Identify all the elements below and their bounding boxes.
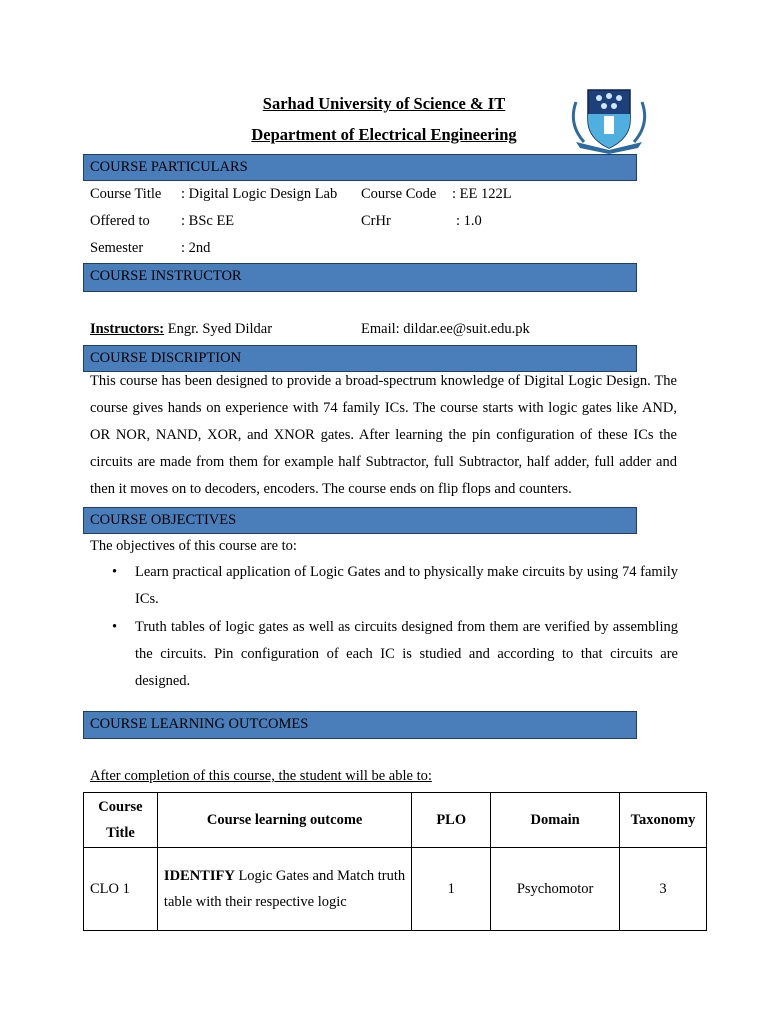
department-title: Department of Electrical Engineering <box>251 125 517 144</box>
plo-cell: 1 <box>412 848 491 931</box>
objective-item <box>90 614 678 695</box>
taxonomy-cell: 3 <box>620 848 707 931</box>
column-header: Domain <box>491 793 620 848</box>
instructor-name: Engr. Syed Dildar <box>164 321 273 337</box>
column-header: Course Title <box>84 793 158 848</box>
table-row <box>84 848 707 931</box>
course-description-heading: COURSE DISCRIPTION <box>83 345 637 372</box>
instructor-email: Email: dildar.ee@suit.edu.pk <box>361 321 530 337</box>
course-code-label: Course Code <box>361 186 437 202</box>
outcomes-intro: After completion of this course, the student will be able to: <box>90 768 432 784</box>
semester-value: : 2nd <box>181 240 211 256</box>
course-instructor-heading: COURSE INSTRUCTOR <box>83 263 637 292</box>
column-header: Taxonomy <box>620 793 707 848</box>
university-title: Sarhad University of Science & IT <box>262 94 506 113</box>
column-header: Course learning outcome <box>157 793 411 848</box>
semester-label: Semester <box>90 240 144 256</box>
university-emblem-icon <box>566 84 652 154</box>
course-code-value: : EE 122L <box>452 186 512 202</box>
offered-to-label: Offered to <box>90 213 150 229</box>
column-header: PLO <box>412 793 491 848</box>
objective-item <box>90 559 678 613</box>
course-objectives-heading: COURSE OBJECTIVES <box>83 507 637 534</box>
course-learning-outcomes-heading: COURSE LEARNING OUTCOMES <box>83 711 637 739</box>
university-logo <box>566 84 652 154</box>
clo-outcome-text: Logic Gates and Match truth table with their respective logic <box>163 868 406 910</box>
course-title-label: Course Title <box>90 186 162 202</box>
clo-outcome-cell <box>157 848 411 931</box>
bullet-icon: • <box>112 564 118 580</box>
course-particulars-heading: COURSE PARTICULARS <box>83 154 637 181</box>
instructor-line <box>90 319 272 339</box>
crhr-value: : 1.0 <box>456 213 482 229</box>
bullet-icon: • <box>112 619 118 635</box>
domain-cell: Psychomotor <box>491 848 620 931</box>
table-header-row <box>84 793 707 848</box>
course-description-text: This course has been designed to provide a broad-spectrum knowledge of Digital Logic Design. The course gives hands on experience with 74 family ICs. The course starts with logic gates like AND, OR NOR, NAND, XOR, and XNOR gates. After learning the pin configuration of these ICs the circuits are made from them for example half Subtractor, full Subtractor, half adder, full adder and then it moves on to decoders, encoders. The course ends on flip flops and counters. <box>90 373 677 497</box>
clo-id-cell: CLO 1 <box>84 848 158 931</box>
clo-table <box>83 792 707 931</box>
objective-text: Learn practical application of Logic Gates and to physically make circuits by using 74 family ICs. <box>135 564 678 607</box>
course-title-value: : Digital Logic Design Lab <box>181 186 338 202</box>
crhr-label: CrHr <box>361 213 391 229</box>
clo-verb: IDENTIFY <box>163 868 235 884</box>
offered-to-value: : BSc EE <box>181 213 235 229</box>
objective-text: Truth tables of logic gates as well as circuits designed from them are verified by assembling the circuits. Pin configuration of each IC is studied and according to that circuits are designed. <box>135 619 678 689</box>
objectives-intro: The objectives of this course are to: <box>90 538 297 554</box>
instructors-label: Instructors: <box>90 321 165 337</box>
